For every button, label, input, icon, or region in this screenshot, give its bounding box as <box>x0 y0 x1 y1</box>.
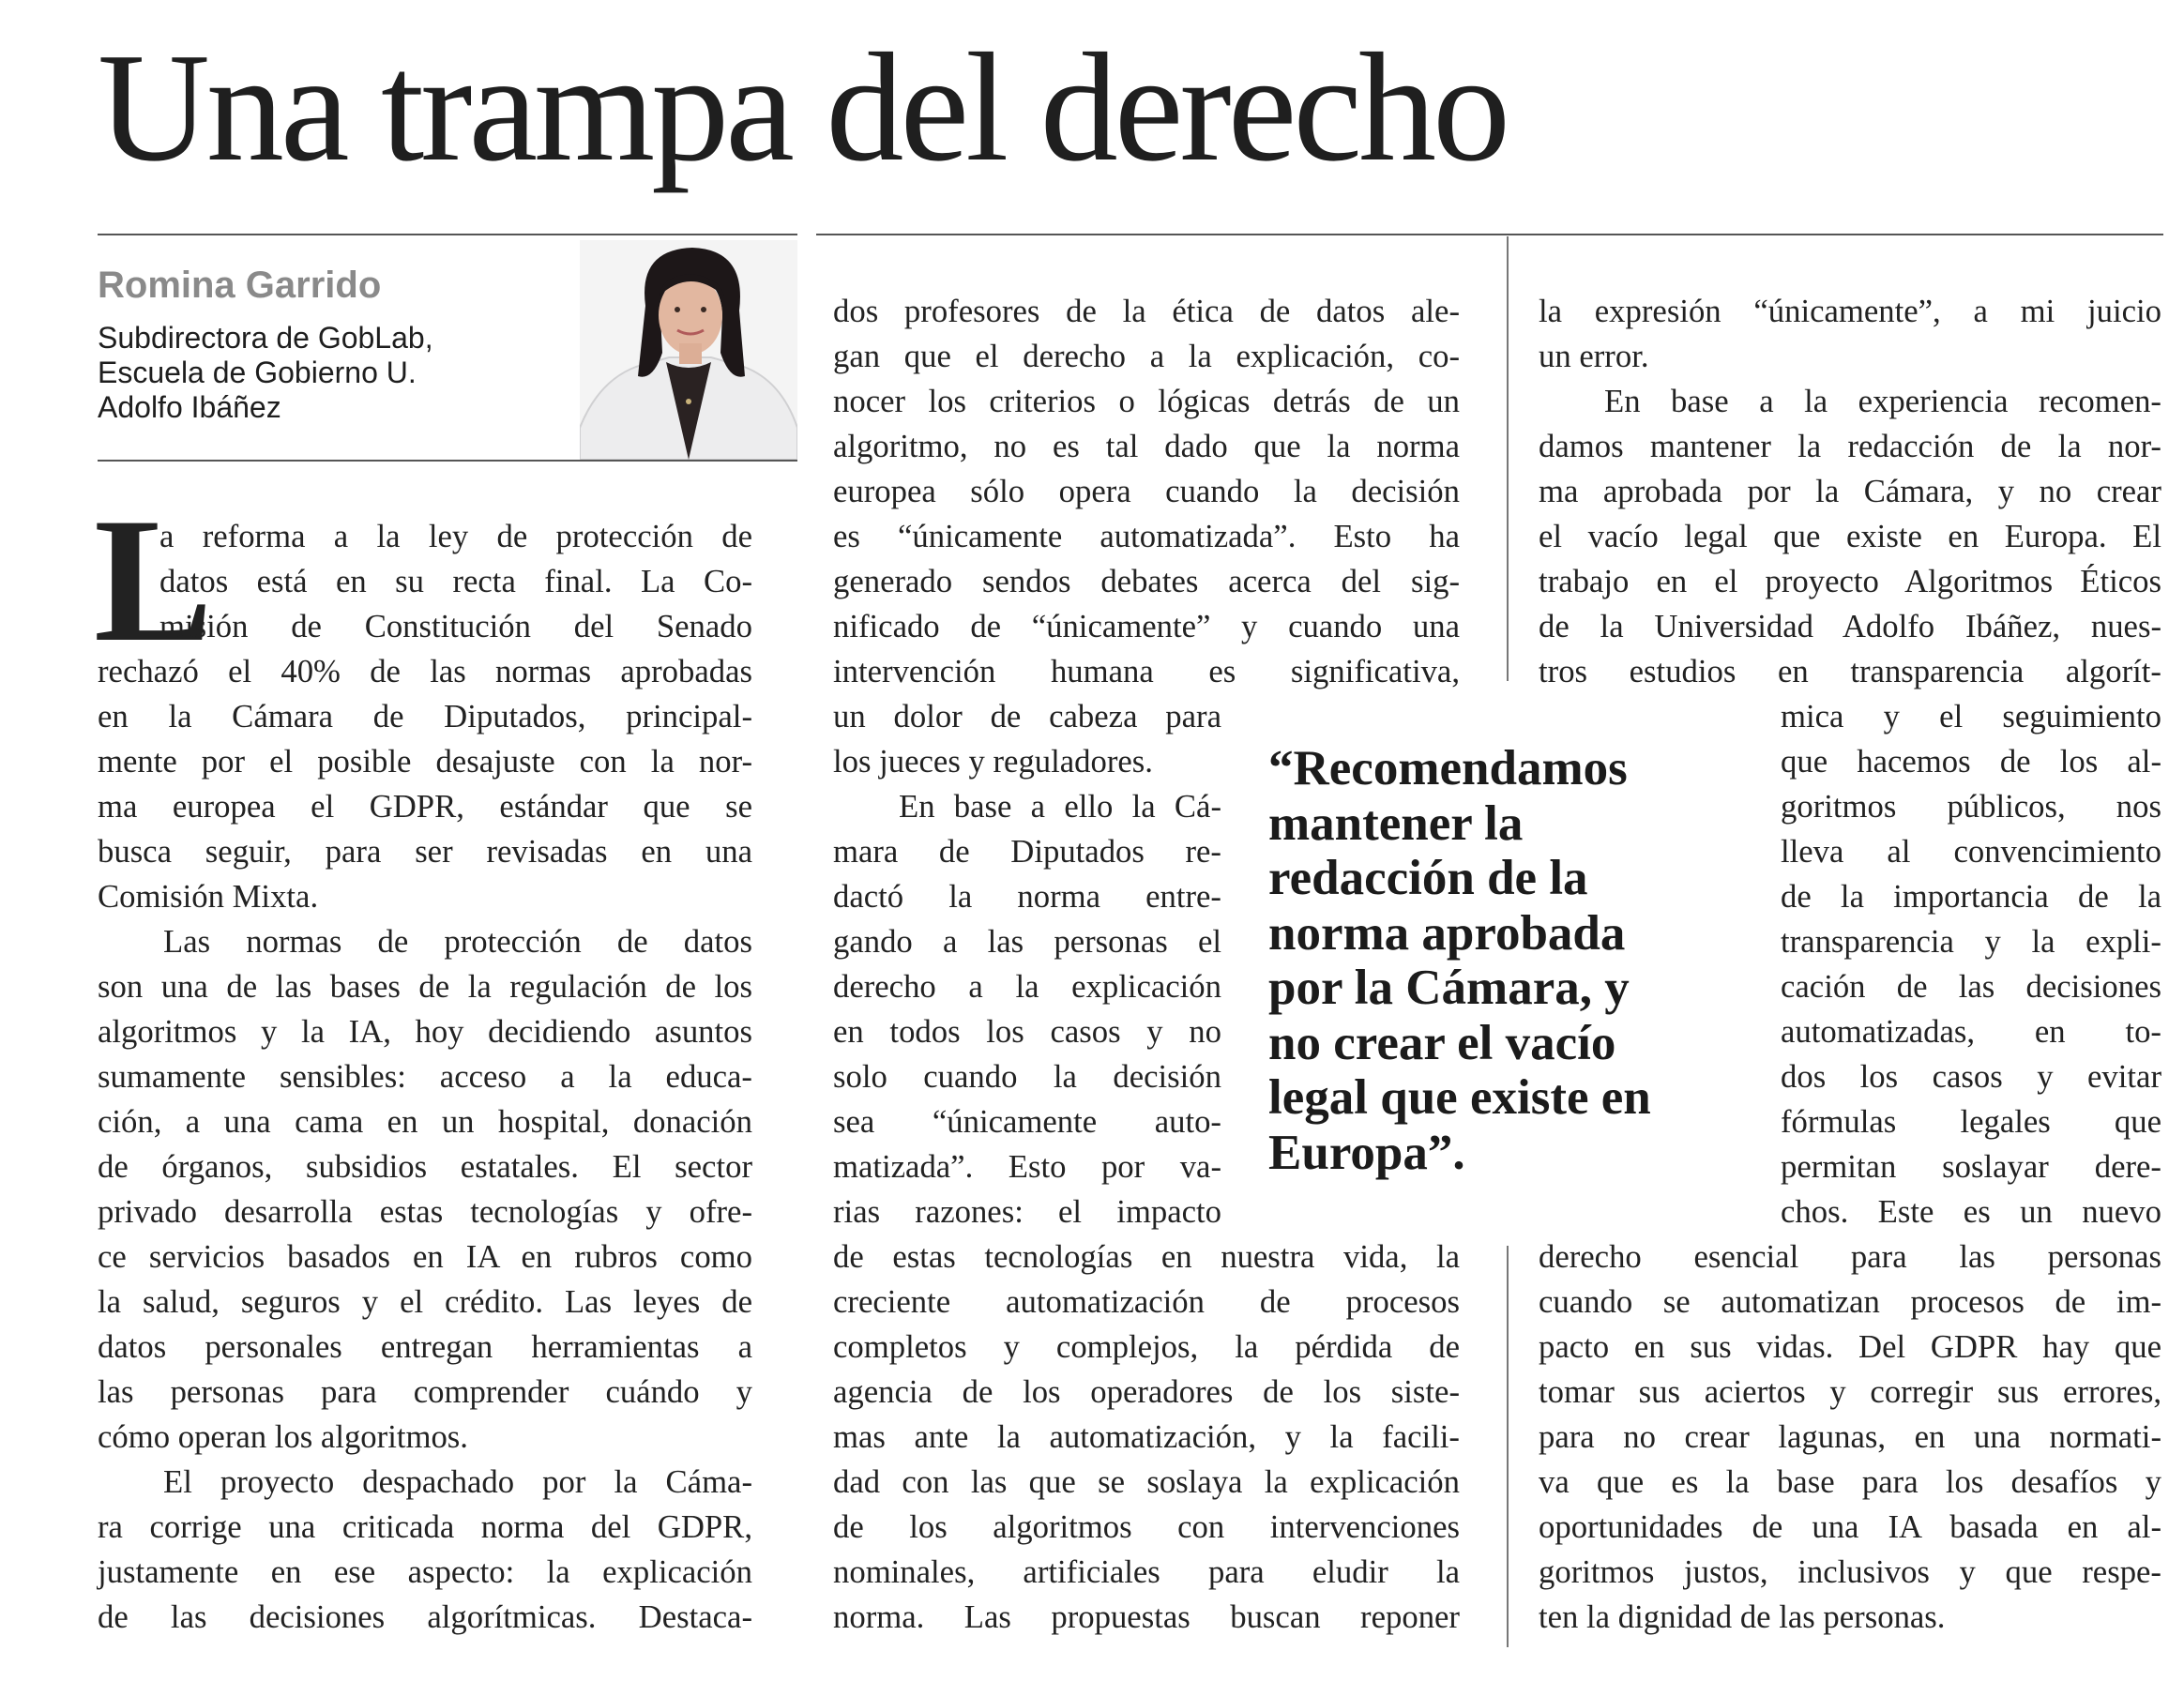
text-line: derecho esencial para las personas <box>1539 1238 2161 1275</box>
text-line: Las normas de protección de datos <box>163 923 752 960</box>
text-line: misión de Constitución del Senado <box>159 608 752 644</box>
pull-quote-line: no crear el vacío <box>1268 1015 1616 1070</box>
text-line: gando a las personas el <box>833 923 1221 960</box>
text-line: ra corrige una criticada norma del GDPR, <box>98 1508 752 1545</box>
pull-quote-line: mantener la <box>1268 795 1524 851</box>
text-line: tomar sus aciertos y corregir sus errores, <box>1539 1373 2161 1410</box>
column-divider-bottom <box>1507 1246 1509 1647</box>
pull-quote-line: por la Cámara, y <box>1268 961 1630 1015</box>
text-line: ten la dignidad de las personas. <box>1539 1598 1946 1635</box>
text-line: es “únicamente automatizada”. Esto ha <box>833 518 1460 554</box>
text-line: las personas para comprender cuándo y <box>98 1373 752 1410</box>
text-line: automatizadas, en to- <box>1781 1013 2161 1050</box>
text-line: va que es la base para los desafíos y <box>1539 1463 2161 1500</box>
text-line: fórmulas legales que <box>1781 1103 2161 1140</box>
text-line: completos y complejos, la pérdida de <box>833 1328 1460 1365</box>
text-line: solo cuando la decisión <box>833 1058 1221 1095</box>
text-line: rechazó el 40% de las normas aprobadas <box>98 653 752 689</box>
text-line: que hacemos de los al- <box>1781 743 2161 780</box>
text-line: cuando se automatizan procesos de im- <box>1539 1283 2161 1320</box>
author-name: Romina Garrido <box>98 265 382 306</box>
text-line: ma europea el GDPR, estándar que se <box>98 788 752 825</box>
text-line: intervención humana es significativa, <box>833 653 1460 689</box>
text-line: de órganos, subsidios estatales. El sector <box>98 1148 752 1185</box>
column-3-narrow <box>1781 694 2161 1234</box>
text-line: permitan soslayar dere- <box>1781 1148 2161 1185</box>
text-line: tros estudios en transparencia algorít- <box>1539 653 2161 689</box>
text-line: nificado de “únicamente” y cuando una <box>833 608 1460 644</box>
text-line: dad con las que se soslaya la explicación <box>833 1463 1460 1500</box>
author-role-line: Subdirectora de GobLab, <box>98 321 433 355</box>
pull-quote-line: Europa”. <box>1268 1125 1465 1180</box>
text-line: ce servicios basados en IA en rubros como <box>98 1238 752 1275</box>
text-line: oportunidades de una IA basada en al- <box>1539 1508 2161 1545</box>
text-line: un dolor de cabeza para <box>833 698 1221 734</box>
pull-quote-line: redacción de la <box>1268 851 1588 905</box>
text-line: generado sendos debates acerca del sig- <box>833 563 1460 599</box>
text-line: algoritmo, no es tal dado que la norma <box>833 428 1460 464</box>
text-line: de los algoritmos con intervenciones <box>833 1508 1460 1545</box>
text-line: de la Universidad Adolfo Ibáñez, nues- <box>1539 608 2161 644</box>
text-line: transparencia y la expli- <box>1781 923 2161 960</box>
text-line: nominales, artificiales para eludir la <box>833 1553 1460 1590</box>
column-2-top <box>833 289 1460 694</box>
rule-author-bottom <box>98 460 797 462</box>
text-line: dos profesores de la ética de datos ale- <box>833 293 1460 329</box>
text-line: En base a ello la Cá- <box>899 788 1221 825</box>
text-line: mara de Diputados re- <box>833 833 1221 870</box>
text-line: a reforma a la ley de protección de <box>159 518 752 554</box>
text-line: un error. <box>1539 338 1649 374</box>
text-line: busca seguir, para ser revisadas en una <box>98 833 752 870</box>
text-line: dactó la norma entre- <box>833 878 1221 915</box>
author-role-line: Escuela de Gobierno U. <box>98 356 417 389</box>
pull-quote-line: norma aprobada <box>1268 905 1626 961</box>
text-line: privado desarrolla estas tecnologías y ofre- <box>98 1193 752 1230</box>
author-photo <box>580 240 797 460</box>
column-1 <box>98 649 752 1640</box>
text-line: justamente en ese aspecto: la explicación <box>98 1553 752 1590</box>
column-divider-top <box>1507 236 1509 681</box>
text-line: el vacío legal que existe en Europa. El <box>1539 518 2161 554</box>
text-line: mas ante la automatización, y la facili- <box>833 1418 1460 1455</box>
text-line: damos mantener la redacción de la nor- <box>1539 428 2161 464</box>
text-line: la expresión “únicamente”, a mi juicio <box>1539 293 2161 329</box>
pull-quote-line: “Recomendamos <box>1268 741 1628 795</box>
text-line: matizada”. Esto por va- <box>833 1148 1221 1185</box>
text-line: gan que el derecho a la explicación, co- <box>833 338 1460 374</box>
author-role <box>98 321 604 425</box>
text-line: en la Cámara de Diputados, principal- <box>98 698 752 734</box>
rule-top-right <box>816 234 2163 235</box>
text-line: son una de las bases de la regulación de los <box>98 968 752 1005</box>
text-line: de la importancia de la <box>1781 878 2161 915</box>
text-line: rias razones: el impacto <box>833 1193 1221 1230</box>
text-line: europea sólo opera cuando la decisión <box>833 473 1460 509</box>
text-line: dos los casos y evitar <box>1781 1058 2161 1095</box>
text-line: mica y el seguimiento <box>1781 698 2161 734</box>
text-line: lleva al convencimiento <box>1781 833 2161 870</box>
text-line: cación de las decisiones <box>1781 968 2161 1005</box>
text-line: trabajo en el proyecto Algoritmos Éticos <box>1539 563 2161 599</box>
headline: Una trampa del derecho <box>98 21 1508 193</box>
column-2-narrow <box>833 694 1221 1234</box>
text-line: pacto en sus vidas. Del GDPR hay que <box>1539 1328 2161 1365</box>
text-line: de estas tecnologías en nuestra vida, la <box>833 1238 1460 1275</box>
rule-author-top <box>98 234 797 235</box>
text-line: agencia de los operadores de los siste- <box>833 1373 1460 1410</box>
text-line: los jueces y reguladores. <box>833 743 1153 780</box>
text-line: la salud, seguros y el crédito. Las leyes de <box>98 1283 752 1320</box>
text-line: algoritmos y la IA, hoy decidiendo asuntos <box>98 1013 752 1050</box>
pull-quote-line: legal que existe en <box>1268 1070 1651 1125</box>
text-line: En base a la experiencia recomen- <box>1604 383 2161 419</box>
text-line: datos personales entregan herramientas a <box>98 1328 752 1365</box>
text-line: ción, a una cama en un hospital, donación <box>98 1103 752 1140</box>
text-line: El proyecto despachado por la Cáma- <box>163 1463 752 1500</box>
text-line: ma aprobada por la Cámara, y no crear <box>1539 473 2161 509</box>
pull-quote <box>1268 741 1719 1180</box>
text-line: norma. Las propuestas buscan reponer <box>833 1598 1460 1635</box>
text-line: sea “únicamente auto- <box>833 1103 1221 1140</box>
text-line: nocer los criterios o lógicas detrás de un <box>833 383 1460 419</box>
text-line: Comisión Mixta. <box>98 878 319 915</box>
text-line: goritmos públicos, nos <box>1781 788 2161 825</box>
text-line: derecho a la explicación <box>833 968 1221 1005</box>
column-2-bottom <box>833 1234 1460 1640</box>
author-role-line: Adolfo Ibáñez <box>98 390 281 424</box>
text-line: creciente automatización de procesos <box>833 1283 1460 1320</box>
text-line: chos. Este es un nuevo <box>1781 1193 2161 1230</box>
column-1-dropcap-lines <box>159 514 752 649</box>
text-line: para no crear lagunas, en una normati- <box>1539 1418 2161 1455</box>
column-3-bottom <box>1539 1234 2161 1640</box>
text-line: en todos los casos y no <box>833 1013 1221 1050</box>
text-line: cómo operan los algoritmos. <box>98 1418 468 1455</box>
column-3-top <box>1539 289 2161 694</box>
text-line: de las decisiones algorítmicas. Destaca- <box>98 1598 752 1635</box>
text-line: sumamente sensibles: acceso a la educa- <box>98 1058 752 1095</box>
text-line: goritmos justos, inclusivos y que respe- <box>1539 1553 2161 1590</box>
text-line: datos está en su recta final. La Co- <box>159 563 752 599</box>
text-line: mente por el posible desajuste con la nor- <box>98 743 752 780</box>
drop-cap: L <box>94 482 213 679</box>
